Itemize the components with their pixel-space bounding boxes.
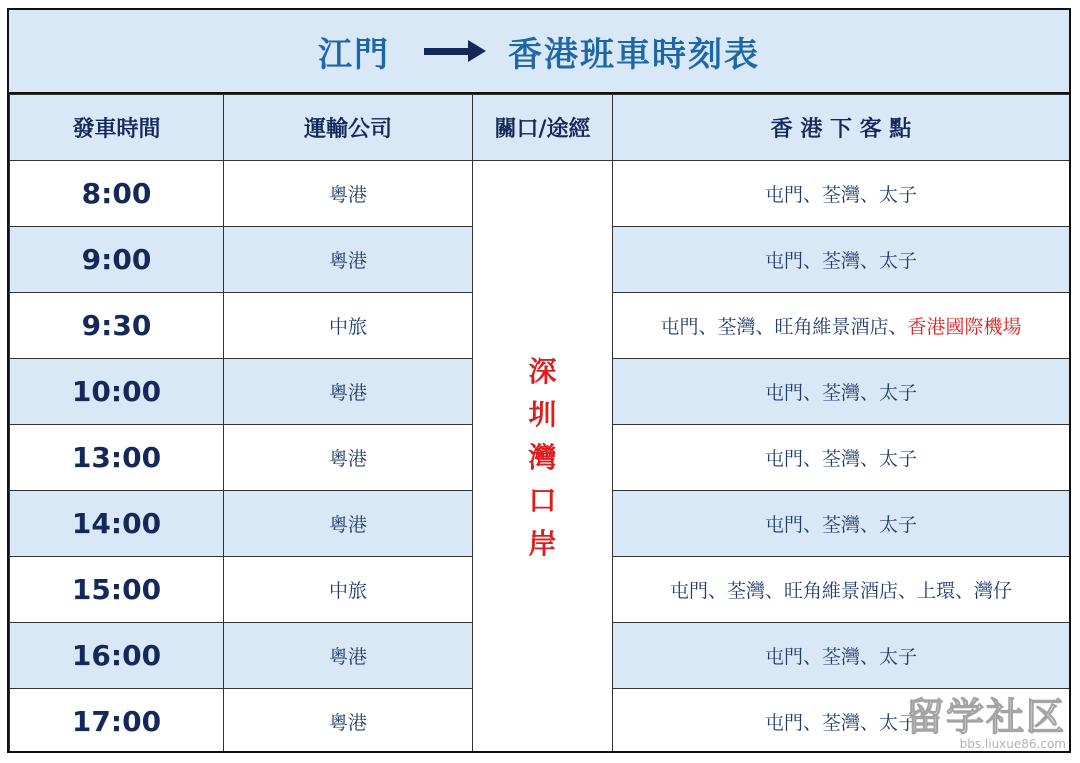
drop-off-points: 屯門、荃灣、旺角維景酒店、上環、灣仔 [613, 557, 1070, 623]
departure-time: 15:00 [10, 557, 224, 623]
transport-company: 粵港 [224, 689, 473, 754]
transport-company: 粵港 [224, 623, 473, 689]
transport-company: 粵港 [224, 227, 473, 293]
transport-company: 粵港 [224, 425, 473, 491]
transport-company: 粵港 [224, 359, 473, 425]
watermark-url: bbs.liuxue86.com [959, 737, 1066, 751]
transport-company: 粵港 [224, 161, 473, 227]
departure-time: 9:00 [10, 227, 224, 293]
airport-highlight: 香港國際機場 [907, 316, 1022, 338]
departure-time: 8:00 [10, 161, 224, 227]
departure-time: 10:00 [10, 359, 224, 425]
drop-off-points: 屯門、荃灣、太子 [613, 359, 1070, 425]
watermark-text: 留学社区 [905, 695, 1066, 739]
right-arrow-icon [424, 40, 486, 62]
title-bar [9, 10, 1069, 94]
drop-off-points: 屯門、荃灣、太子 [613, 227, 1070, 293]
transport-company: 中旅 [224, 557, 473, 623]
table-row [10, 161, 1070, 227]
title-destination: 香港班車時刻表 [508, 34, 760, 75]
header-company: 運輸公司 [224, 95, 473, 161]
departure-time: 9:30 [10, 293, 224, 359]
departure-time: 17:00 [10, 689, 224, 754]
drop-off-points: 屯門、荃灣、太子 [613, 689, 1070, 754]
departure-time: 13:00 [10, 425, 224, 491]
port-name: 深圳灣口岸 [528, 355, 557, 560]
drop-off-points: 屯門、荃灣、太子 [613, 491, 1070, 557]
port-cell [473, 161, 613, 754]
transport-company: 粵港 [224, 491, 473, 557]
header-port: 關口/途經 [473, 95, 613, 161]
drop-off-points: 屯門、荃灣、旺角維景酒店、香港國際機場 [613, 293, 1070, 359]
header-stops: 香 港 下 客 點 [613, 95, 1070, 161]
timetable [9, 94, 1070, 753]
header-row [10, 95, 1070, 161]
title-origin: 江門 [318, 34, 390, 75]
departure-time: 16:00 [10, 623, 224, 689]
drop-off-points: 屯門、荃灣、太子 [613, 161, 1070, 227]
header-time: 發車時間 [10, 95, 224, 161]
drop-off-points: 屯門、荃灣、太子 [613, 425, 1070, 491]
departure-time: 14:00 [10, 491, 224, 557]
transport-company: 中旅 [224, 293, 473, 359]
timetable-frame [7, 8, 1071, 753]
drop-off-points: 屯門、荃灣、太子 [613, 623, 1070, 689]
